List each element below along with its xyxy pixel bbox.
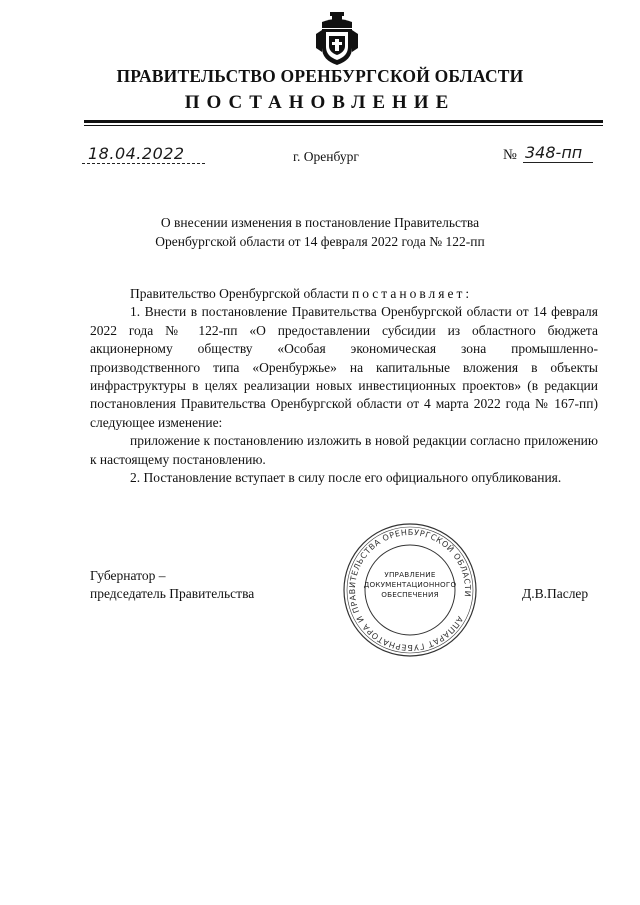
coat-of-arms-emblem xyxy=(316,12,358,66)
paragraph-2: приложение к постановлению изложить в новой редакции согласно приложению к настоящему постановлению. xyxy=(90,433,598,467)
subject-line-2: Оренбургской области от 14 февраля 2022 года № 122-пп xyxy=(155,234,485,249)
signer-title xyxy=(90,567,254,604)
subject-line-1: О внесении изменения в постановление Правительства xyxy=(160,215,480,230)
header-rule-thick xyxy=(84,120,603,123)
stamp-line-2: ДОКУМЕНТАЦИОННОГО xyxy=(363,580,457,589)
stamp-center-text xyxy=(342,570,478,600)
signer-title-line-2: председатель Правительства xyxy=(90,586,255,602)
stamp-line-3: ОБЕСПЕЧЕНИЯ xyxy=(381,590,439,599)
city-label: г. Оренбург xyxy=(293,149,359,164)
government-title: ПРАВИТЕЛЬСТВО ОРЕНБУРГСКОЙ ОБЛАСТИ xyxy=(116,66,524,86)
number-underline xyxy=(523,162,593,163)
paragraph-3: 2. Постановление вступает в силу после его официального опубликования. xyxy=(130,470,562,486)
date-underline xyxy=(82,163,205,164)
document-body xyxy=(90,285,598,487)
document-number-value: 348-пп xyxy=(525,143,583,162)
intro-paragraph xyxy=(90,285,598,303)
intro-prefix: Правительство Оренбургской области xyxy=(130,286,352,301)
document-number-field xyxy=(503,143,593,167)
date-value: 18.04.2022 xyxy=(88,144,185,163)
intro-suffix: : xyxy=(465,286,470,301)
intro-spaced-word: постановляет xyxy=(352,286,466,301)
document-type-heading: ПОСТАНОВЛЕНИЕ xyxy=(184,92,456,113)
stamp-line-1: УПРАВЛЕНИЕ xyxy=(384,570,436,579)
paragraph-1: 1. Внести в постановление Правительства Оренбургской области от 14 февраля 2022 года № 122-пп «О предоставлении субсидии из областного бюджета акционерному обществу «Особая экономическая зона промышленно-производственного типа «Оренбуржье» на капитальные вложения в объекты инфраструктуры в целях реализации новых инвестиционных проектов» (в редакции постановления Правительства Оренбургской области от 4 марта 2022 года № 167-пп) следующее изменение: xyxy=(90,304,598,430)
official-stamp xyxy=(342,522,478,658)
signer-name: Д.В.Паслер xyxy=(522,586,589,601)
stamp-ring-text: АППАРАТ ГУБЕРНАТОРА И ПРАВИТЕЛЬСТВА ОРЕНБУРГСКОЙ ОБЛАСТИ xyxy=(347,527,473,653)
document-subject xyxy=(0,213,640,251)
header-rule-thin xyxy=(84,125,603,126)
signer-title-line-1: Губернатор – xyxy=(90,568,166,583)
date-field xyxy=(82,144,205,166)
number-sign: № xyxy=(503,147,517,163)
